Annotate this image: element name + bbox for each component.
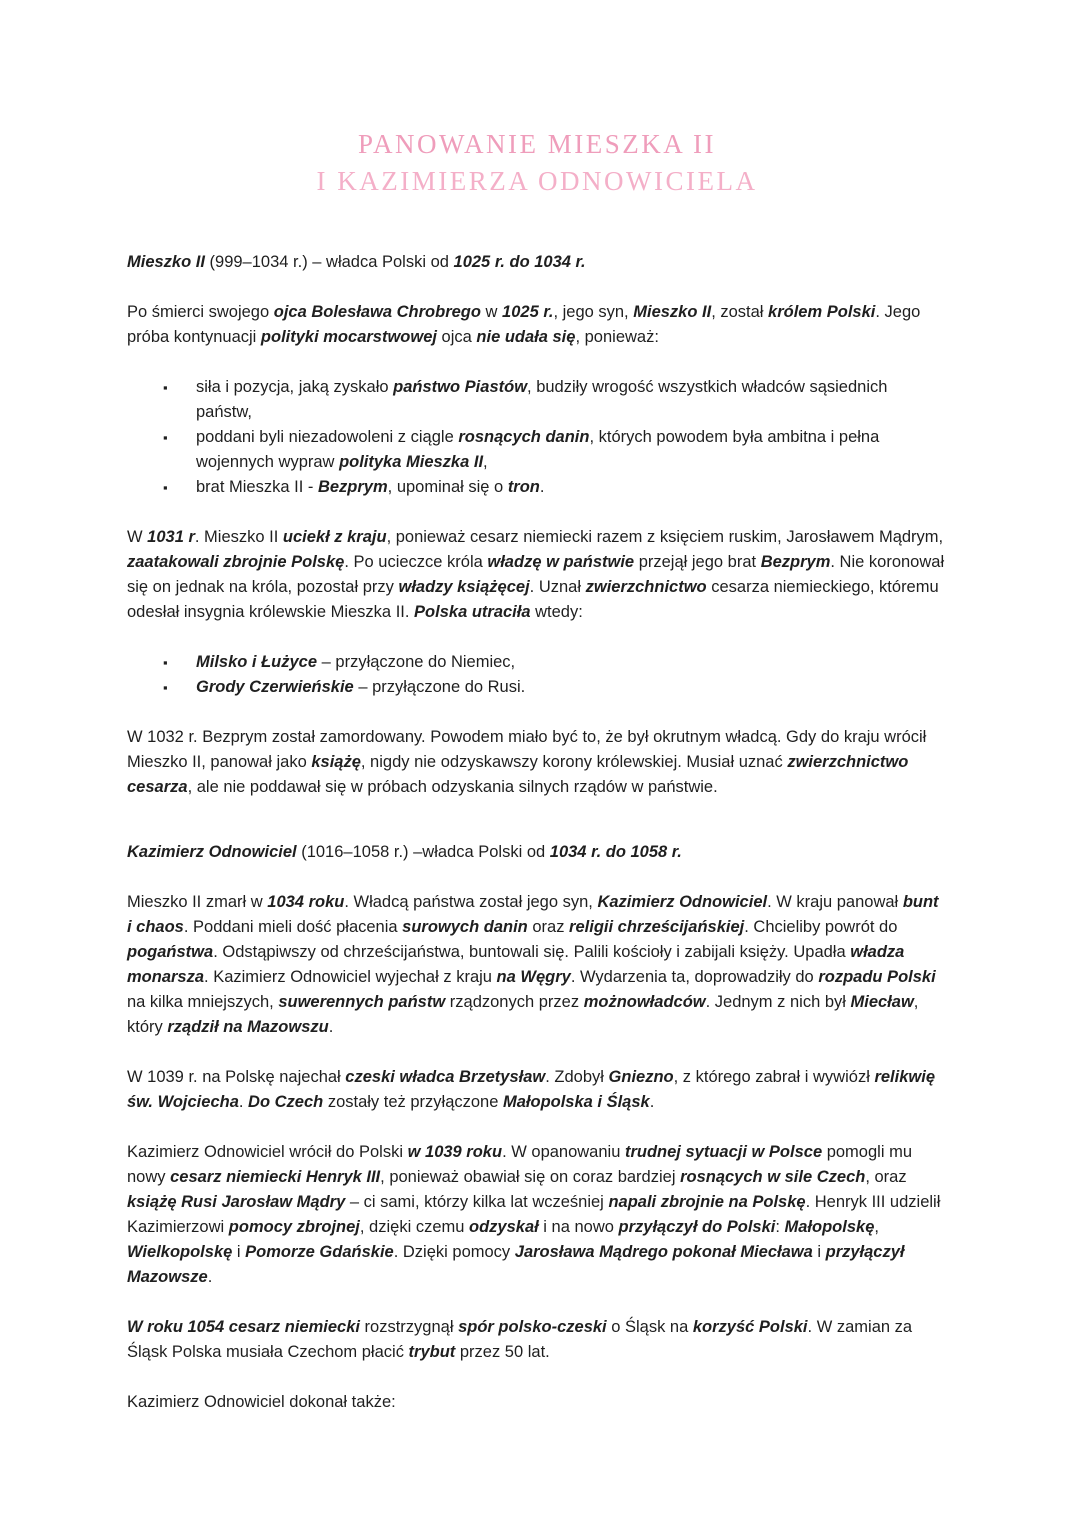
emphasized-text: rządził na Mazowszu — [167, 1018, 329, 1036]
body-text: pomogli mu nowy — [127, 1143, 912, 1186]
body-text: i — [232, 1243, 246, 1261]
body-text: , jego syn, — [553, 303, 634, 321]
body-text: . Nie koronował się on jednak na króla, pozostał przy — [127, 553, 945, 596]
emphasized-text: 1025 r. do 1034 r. — [453, 253, 586, 271]
body-text: . Odstąpiwszy od chrześcijaństwa, buntowali się. Palili kościoły i zabijali księży. Upadła — [213, 943, 851, 961]
body-text: . Kazimierz Odnowiciel wyjechał z kraju — [204, 968, 497, 986]
body-text: . Dzięki pomocy — [393, 1243, 515, 1261]
emphasized-text: napali zbrojnie na Polskę — [608, 1193, 806, 1211]
body-text: przejął jego brat — [634, 553, 761, 571]
emphasized-text: czeski władca Brzetysław — [345, 1068, 546, 1086]
emphasized-text: spór polsko-czeski — [458, 1318, 607, 1336]
emphasized-text: trudnej sytuacji w Polsce — [624, 1143, 823, 1161]
body-text: W — [127, 528, 148, 546]
emphasized-text: zwierzchnictwo — [585, 578, 707, 596]
body-text: . W opanowaniu — [502, 1143, 625, 1161]
body-text: . Uznał — [529, 578, 586, 596]
bullet-list — [127, 650, 947, 700]
body-text: , ponieważ cesarz niemiecki razem z księciem ruskim, Jarosławem Mądrym, — [386, 528, 944, 546]
body-text: . Chcieliby powrót do — [744, 918, 898, 936]
paragraph — [127, 300, 947, 350]
emphasized-text: tron — [507, 478, 540, 496]
body-text: i — [812, 1243, 826, 1261]
emphasized-text: polityki mocarstwowej — [260, 328, 437, 346]
body-text: i na nowo — [538, 1218, 619, 1236]
body-text: przez 50 lat. — [455, 1343, 550, 1361]
emphasized-text: surowych danin — [402, 918, 528, 936]
emphasized-text: Wielkopolskę — [127, 1243, 233, 1261]
emphasized-text: książę — [311, 753, 361, 771]
body-text: oraz — [527, 918, 570, 936]
body-text: . W zamian za Śląsk Polska musiała Czechom płacić — [127, 1318, 913, 1361]
emphasized-text: władza monarsza — [127, 943, 905, 986]
emphasized-text: nie udała się — [476, 328, 576, 346]
body-text: wtedy: — [530, 603, 583, 621]
body-text: . Po ucieczce króla — [344, 553, 488, 571]
bullet-item — [163, 650, 947, 675]
body-text: , nigdy nie odzyskawszy korony królewskiej. Musiał uznać — [360, 753, 788, 771]
body-text: , oraz — [865, 1168, 907, 1186]
emphasized-text: królem Polski — [768, 303, 876, 321]
emphasized-text: polityka Mieszka II — [339, 453, 484, 471]
body-text: . Poddani mieli dość płacenia — [183, 918, 403, 936]
emphasized-text: w 1039 roku — [407, 1143, 503, 1161]
body-text: W 1039 r. na Polskę najechał — [127, 1068, 346, 1086]
emphasized-text: pomocy zbrojnej — [228, 1218, 360, 1236]
emphasized-text: suwerennych państw — [278, 993, 446, 1011]
body-text: o Śląsk na — [606, 1318, 693, 1336]
bullet-item — [163, 425, 947, 475]
emphasized-text: Polska utraciła — [414, 603, 531, 621]
emphasized-text: na Węgry — [496, 968, 571, 986]
body-text: . Władcą państwa został jego syn, — [344, 893, 598, 911]
body-text: (1016–1058 r.) –władca Polski od — [296, 843, 550, 861]
body-text: Po śmierci swojego — [127, 303, 274, 321]
emphasized-text: Bezprym — [317, 478, 388, 496]
emphasized-text: Pomorze Gdańskie — [245, 1243, 394, 1261]
title-line-1: PANOWANIE MIESZKA II — [358, 129, 716, 159]
emphasized-text: Mieszko II — [633, 303, 712, 321]
body-text: siła i pozycja, jaką zyskało — [196, 378, 394, 396]
emphasized-text: Grody Czerwieńskie — [196, 678, 354, 696]
paragraph — [127, 525, 947, 625]
body-text: , budziły wrogość wszystkich władców sąsiednich państw, — [196, 378, 888, 421]
emphasized-text: przyłączył do Polski — [618, 1218, 776, 1236]
body-text: . Wydarzenia ta, doprowadziły do — [570, 968, 819, 986]
emphasized-text: 1034 roku — [267, 893, 345, 911]
emphasized-text: Miecław — [850, 993, 914, 1011]
bullet-item — [163, 675, 947, 700]
paragraph — [127, 1140, 947, 1290]
body-text: – przyłączone do Rusi. — [353, 678, 526, 696]
emphasized-text: odzyskał — [469, 1218, 539, 1236]
body-text: . Henryk III udzielił Kazimierzowi — [127, 1193, 941, 1236]
emphasized-text: rozpadu Polski — [818, 968, 936, 986]
body-text: poddani byli niezadowoleni z ciągle — [196, 428, 459, 446]
emphasized-text: możnowładców — [583, 993, 706, 1011]
emphasized-text: państwo Piastów — [393, 378, 528, 396]
emphasized-text: Małopolska i Śląsk — [502, 1093, 650, 1111]
body-text: . Mieszko II — [194, 528, 283, 546]
emphasized-text: cesarz niemiecki Henryk III — [170, 1168, 381, 1186]
body-text: (999–1034 r.) – władca Polski od — [204, 253, 454, 271]
body-text: – przyłączone do Niemiec, — [317, 653, 516, 671]
body-text: , — [483, 453, 488, 471]
emphasized-text: Mieszko II — [127, 253, 205, 271]
emphasized-text: uciekł z kraju — [282, 528, 387, 546]
emphasized-text: Kazimierz Odnowiciel — [597, 893, 768, 911]
body-text: . — [207, 1268, 213, 1286]
paragraph — [127, 1315, 947, 1365]
bullet-item — [163, 475, 947, 500]
emphasized-text: rosnących danin — [458, 428, 590, 446]
emphasized-text: Milsko i Łużyce — [196, 653, 318, 671]
bullet-list — [127, 375, 947, 500]
document-title — [127, 126, 947, 200]
paragraph — [127, 725, 947, 800]
emphasized-text: zaatakowali zbrojnie Polskę — [127, 553, 345, 571]
emphasized-text: ojca Bolesława Chrobrego — [273, 303, 481, 321]
body-text: , — [874, 1218, 879, 1236]
body-text: . Zdobył — [545, 1068, 609, 1086]
body-text: cesarza niemieckiego, któremu odesłał insygnia królewskie Mieszka II. — [127, 578, 939, 621]
emphasized-text: trybut — [408, 1343, 456, 1361]
emphasized-text: władzy książęcej — [398, 578, 530, 596]
body-text: , został — [711, 303, 769, 321]
body-text: rozstrzygnął — [359, 1318, 459, 1336]
body-text: . — [649, 1093, 655, 1111]
body-text: , upominał się o — [387, 478, 508, 496]
emphasized-text: Bezprym — [760, 553, 831, 571]
emphasized-text: religii chrześcijańskiej — [569, 918, 745, 936]
body-text: , ponieważ obawiał się on coraz bardziej — [380, 1168, 681, 1186]
emphasized-text: zwierzchnictwo cesarza — [127, 753, 909, 796]
emphasized-text: 1025 r. — [502, 303, 554, 321]
body-text: ojca — [436, 328, 477, 346]
body-text: , dzięki czemu — [359, 1218, 470, 1236]
body-text: Mieszko II zmarł w — [127, 893, 268, 911]
paragraph — [127, 840, 947, 865]
emphasized-text: Kazimierz Odnowiciel — [127, 843, 297, 861]
body-text: brat Mieszka II - — [196, 478, 318, 496]
title-line-2: I KAZIMIERZA ODNOWICIELA — [316, 166, 758, 196]
body-text: . — [328, 1018, 334, 1036]
body-text: . Jego próba kontynuacji — [127, 303, 921, 346]
document-body — [127, 250, 947, 1415]
body-text: , ponieważ: — [575, 328, 659, 346]
paragraph — [127, 1390, 947, 1415]
body-text: . Jednym z nich był — [705, 993, 851, 1011]
emphasized-text: W roku 1054 cesarz niemiecki — [127, 1318, 360, 1336]
emphasized-text: Do Czech — [248, 1093, 324, 1111]
body-text: . — [539, 478, 545, 496]
body-text: : — [775, 1218, 785, 1236]
body-text: , ale nie poddawał się w próbach odzyskania silnych rządów w państwie. — [187, 778, 718, 796]
body-text: na kilka mniejszych, — [127, 993, 279, 1011]
emphasized-text: Małopolskę — [784, 1218, 875, 1236]
body-text: . — [238, 1093, 249, 1111]
emphasized-text: pogaństwa — [127, 943, 214, 961]
body-text: Kazimierz Odnowiciel dokonał także: — [127, 1393, 396, 1411]
body-text: . W kraju panował — [767, 893, 903, 911]
body-text: , z którego zabrał i wywiózł — [673, 1068, 875, 1086]
body-text: w — [480, 303, 503, 321]
body-text: , który — [127, 993, 919, 1036]
body-text: W 1032 r. Bezprym został zamordowany. Powodem miało być to, że był okrutnym władcą. Gdy do kraju wrócił Mieszko II, panował jako — [127, 728, 927, 771]
emphasized-text: książę Rusi Jarosław Mądry — [127, 1193, 346, 1211]
emphasized-text: rosnących w sile Czech — [680, 1168, 866, 1186]
body-text: Kazimierz Odnowiciel wrócił do Polski — [127, 1143, 408, 1161]
emphasized-text: korzyść Polski — [692, 1318, 808, 1336]
body-text: zostały też przyłączone — [323, 1093, 503, 1111]
paragraph — [127, 1065, 947, 1115]
body-text: rządzonych przez — [445, 993, 584, 1011]
body-text: , których powodem była ambitna i pełna wojennych wypraw — [196, 428, 880, 471]
emphasized-text: 1034 r. do 1058 r. — [549, 843, 682, 861]
emphasized-text: bunt i chaos — [127, 893, 939, 936]
body-text: – ci sami, którzy kilka lat wcześniej — [345, 1193, 609, 1211]
bullet-item — [163, 375, 947, 425]
paragraph — [127, 250, 947, 275]
emphasized-text: przyłączył Mazowsze — [127, 1243, 905, 1286]
emphasized-text: 1031 r — [147, 528, 195, 546]
emphasized-text: relikwię św. Wojciecha — [127, 1068, 935, 1111]
paragraph — [127, 890, 947, 1040]
emphasized-text: Gniezno — [608, 1068, 674, 1086]
emphasized-text: władzę w państwie — [487, 553, 635, 571]
emphasized-text: Jarosława Mądrego pokonał Miecława — [514, 1243, 813, 1261]
